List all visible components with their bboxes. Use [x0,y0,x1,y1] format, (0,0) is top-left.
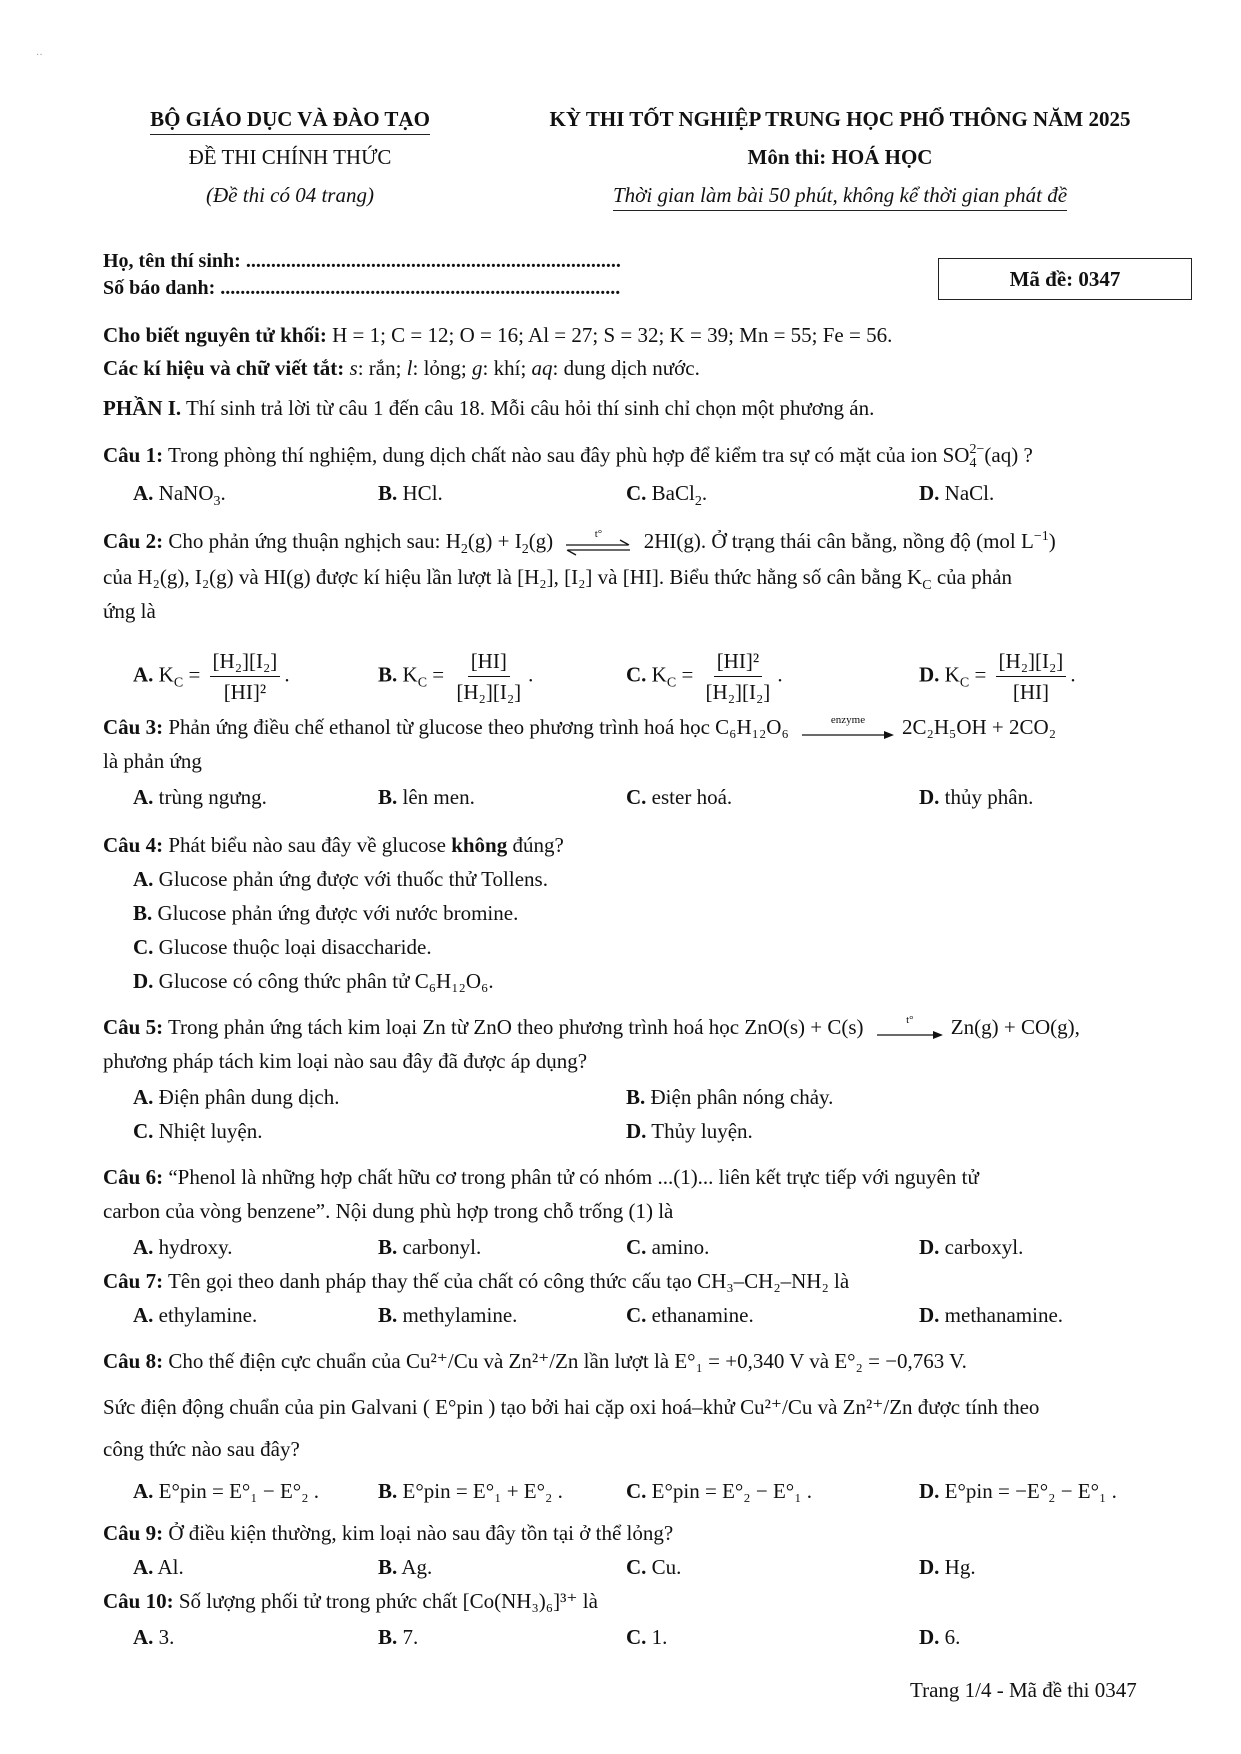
candidate-info [103,248,621,302]
q1-b-text: HCl. [402,481,443,505]
kc-sub: C [666,675,677,691]
q5-c-text: Nhiệt luyện. [158,1119,263,1143]
q8-b-text: E°pin = E°₁ + E°₂ . [402,1479,563,1503]
exam-title: KỲ THI TỐT NGHIỆP TRUNG HỌC PHỔ THÔNG NĂM 2025 [549,107,1131,131]
option-letter: B. [378,1303,398,1327]
option-letter: C. [626,785,647,809]
q9-option-d[interactable] [919,1552,976,1582]
q2-c-fraction [703,648,774,705]
q9-option-c[interactable] [626,1552,681,1582]
q2-c-den: [H₂][I₂] [705,680,771,704]
duration: Thời gian làm bài 50 phút, không kể thời gian phát đề [613,182,1067,211]
option-letter: B. [378,1479,398,1503]
q7-option-b[interactable] [378,1300,517,1330]
q5-option-a[interactable] [133,1082,339,1112]
q10-a-text: 3. [158,1625,175,1649]
q2-a-den: [HI]² [223,680,267,704]
q9-a-text: Al. [157,1555,184,1579]
q2-text4: 2HI(g). Ở trạng thái cân bằng, nồng độ (mol L [643,529,1034,553]
q3-b-text: lên men. [402,785,475,809]
option-letter: C. [626,1235,647,1259]
option-letter: D. [919,1479,940,1503]
q9-b-text: Ag. [401,1555,433,1579]
q2-arrow-label: t° [594,528,603,541]
option-letter: C. [626,1303,647,1327]
q10-label: Câu 10: [103,1589,174,1613]
symbols-label: Các kí hiệu và chữ viết tắt: [103,356,345,380]
q6-option-b[interactable] [378,1232,481,1262]
q7-option-d[interactable] [919,1300,1063,1330]
option-letter: B. [378,785,398,809]
header-right [500,100,1180,214]
ministry-name: BỘ GIÁO DỤC VÀ ĐÀO TẠO [150,106,430,135]
symbol-l: l [406,356,413,380]
q4-label: Câu 4: [103,833,164,857]
q8-label: Câu 8: [103,1349,164,1373]
kc-sub: C [417,675,428,691]
option-letter: C. [626,1555,647,1579]
option-letter: B. [626,1085,646,1109]
reaction-arrow [875,1014,945,1038]
q3-option-a[interactable] [133,782,267,812]
question-2: Câu 2: Cho phản ứng thuận nghịch sau: $H_2(g) + I_2(g)$ t° 2HI(g). Ở trạng thái cân bằng, nồng độ (mol $L^{-1}$) [103,528,1056,558]
atomic-mass-line [103,320,1203,350]
kc-symbol: K [944,662,960,687]
q5-label: Câu 5: [103,1015,164,1039]
q7-b-text: methylamine. [402,1303,518,1327]
symbol-aq-desc: : dung dịch nước. [552,356,700,380]
q5-option-d[interactable] [626,1116,753,1146]
option-letter: A. [133,1085,154,1109]
option-letter: A. [133,1625,154,1649]
q1-option-d[interactable] [919,478,994,508]
q1-text: Trong phòng thí nghiệm, dung dịch chất nào sau đây phù hợp để kiểm tra sự có mặt của ion SO [167,443,970,467]
option-letter: B. [133,901,153,925]
q7-a-text: ethylamine. [158,1303,258,1327]
symbol-s: s [349,356,358,380]
q6-label: Câu 6: [103,1165,164,1189]
q2-a-num: [H₂][I₂] [210,648,281,677]
q5-product: Zn(g) + CO(g), [950,1015,1080,1039]
exam-code-box [938,258,1192,300]
q1-c-end: . [701,481,708,505]
symbol-g-desc: : khí; [482,356,532,380]
q6-option-a[interactable] [133,1232,233,1262]
q2-line2 [103,562,1203,592]
header-left [110,100,470,214]
q5-option-b[interactable] [626,1082,833,1112]
option-letter: A. [133,662,154,687]
option-letter: A. [133,785,154,809]
q10-d-text: 6. [944,1625,961,1649]
q3-product: 2C₂H₅OH + 2CO₂ [902,715,1057,739]
q2-option-a[interactable]: A. $K_C$ = $\frac{\text{[H₂][I₂]}}{\text{[HI]²}}$ . [133,649,290,704]
q2-line2-text: của H₂(g), I₂(g) và HI(g) được kí hiệu lần lượt là [H₂], [I₂] và [HI]. Biểu thức hằng số cân bằng K [103,565,923,589]
q2-option-b[interactable]: B. $K_C$ = $\frac{[HI]}{\text{[H₂][I₂]}}$ . [378,649,534,704]
q6-c-text: amino. [651,1235,710,1259]
q6-d-text: carboxyl. [944,1235,1024,1259]
q4-bold: không [451,833,508,857]
q10-option-c[interactable] [626,1622,667,1652]
q1-option-c[interactable] [626,478,707,508]
q9-d-text: Hg. [944,1555,976,1579]
option-letter: A. [133,1555,154,1579]
option-letter: D. [626,1119,647,1143]
option-letter: B. [378,1625,398,1649]
equilibrium-arrow [564,528,632,552]
symbol-aq: aq [531,356,553,380]
q3-d-text: thủy phân. [944,785,1034,809]
q2-option-c[interactable]: C. $K_C$ = $\frac{\text{[HI]²}}{\text{[H₂][I₂]}}$ . [626,649,783,704]
q1-option-b[interactable] [378,478,443,508]
question-10 [103,1586,1203,1616]
question-4 [103,830,1203,860]
q4-option-c[interactable] [133,932,1233,962]
q9-option-a[interactable] [133,1552,184,1582]
q5-a-text: Điện phân dung dịch. [158,1085,340,1109]
q2-options [133,648,1233,718]
q8-option-a[interactable] [133,1476,319,1506]
q10-option-b[interactable] [378,1622,418,1652]
q4-text1: Phát biểu nào sau đây về glucose [168,833,452,857]
q3-option-b[interactable] [378,782,475,812]
q2-b-num: [HI] [468,648,510,677]
q1-c-text: BaCl [651,481,695,505]
option-letter: B. [378,662,398,687]
option-letter: A. [133,1235,154,1259]
q1-tail: (aq) ? [984,443,1033,467]
q1-a-end: . [220,481,226,505]
q1-d-text: NaCl. [944,481,995,505]
q8-option-d[interactable] [919,1476,1117,1506]
q4-c-text: Glucose thuộc loại disaccharide. [158,935,432,959]
q10-text: Số lượng phối tử trong phức chất [Co(NH₃)₆]³⁺ là [178,1589,598,1613]
q3-option-d[interactable] [919,782,1033,812]
q2-d-num: [H₂][I₂] [996,648,1067,677]
q2-text3: (g) [528,529,554,553]
q2-a-fraction [210,648,281,705]
option-letter: C. [626,662,647,687]
option-letter: D. [919,1235,940,1259]
q7-option-a[interactable] [133,1300,257,1330]
q4-text2: đúng? [507,833,564,857]
q1-a-sub: 3 [213,494,221,510]
q2-line2-end: của phản [931,565,1013,589]
question-9 [103,1518,1203,1548]
q10-option-d[interactable] [919,1622,960,1652]
q2-d-fraction [996,648,1067,705]
q3-option-c[interactable] [626,782,732,812]
option-letter: D. [919,481,940,505]
q3-line2: là phản ứng [103,749,202,773]
reaction-arrow [800,714,896,738]
part1-text: Thí sinh trả lời từ câu 1 đến câu 18. Mỗi câu hỏi thí sinh chỉ chọn một phương án. [186,396,875,420]
q2-option-d[interactable]: D. $K_C$ = $\frac{\text{[H₂][I₂]}}{[HI]}$ . [919,649,1076,704]
q8-option-c[interactable] [626,1476,812,1506]
q6-a-text: hydroxy. [158,1235,233,1259]
q9-text: Ở điều kiện thường, kim loại nào sau đây tồn tại ở thể lỏng? [168,1521,674,1545]
q9-label: Câu 9: [103,1521,164,1545]
symbol-g: g [472,356,483,380]
question-3 [103,712,1203,742]
exam-code: Mã đề: 0347 [1009,266,1121,291]
option-letter: D. [919,1555,940,1579]
q1-c-sub: 2 [694,494,702,510]
q2-sup: −1 [1033,529,1049,544]
q5-arrow-label: t° [906,1014,914,1027]
page-footer: Trang 1/4 - Mã đề thi 0347 [910,1678,1137,1702]
q3-c-text: ester hoá. [651,785,733,809]
option-letter: D. [919,662,940,687]
subject: Môn thi: HOÁ HỌC [747,145,933,169]
option-letter: D. [919,785,940,809]
question-7 [103,1266,1203,1296]
q4-d-text: Glucose có công thức phân tử C₆H₁₂O₆. [158,969,494,993]
q1-a-text: NaNO [158,481,214,505]
symbols-line [103,353,1203,383]
q6-line2: carbon của vòng benzene”. Nội dung phù hợp trong chỗ trống (1) là [103,1199,674,1223]
question-8 [103,1346,1203,1376]
q2-text1: Cho phản ứng thuận nghịch sau: H [168,529,461,553]
option-letter: C. [133,1119,154,1143]
option-letter: A. [133,867,154,891]
q4-a-text: Glucose phản ứng được với thuốc thử Tollens. [158,867,548,891]
option-letter: B. [378,1555,398,1579]
q7-label: Câu 7: [103,1269,164,1293]
question-6 [103,1162,1203,1192]
q8-line2: Sức điện động chuẩn của pin Galvani ( E°pin ) tạo bởi hai cặp oxi hoá–khử Cu²⁺/Cu và Zn²⁺/Zn được tính theo [103,1395,1040,1419]
q2-line2-sub: C [922,578,932,594]
atomic-mass-values: H = 1; C = 12; O = 16; Al = 27; S = 32; K = 39; Mn = 55; Fe = 56. [332,323,893,347]
q8-option-b[interactable] [378,1476,563,1506]
option-letter: B. [378,1235,398,1259]
q7-text: Tên gọi theo danh pháp thay thế của chất có công thức cấu tạo CH₃–CH₂–NH₂ là [167,1269,850,1293]
q4-option-d[interactable] [133,966,1233,996]
option-letter: C. [626,481,647,505]
pages-note: (Đề thi có 04 trang) [206,183,374,207]
q3-a-text: trùng ngưng. [158,785,267,809]
q8-a-text: E°pin = E°₁ − E°₂ . [158,1479,320,1503]
part1-label: PHẦN I. [103,396,182,420]
kc-symbol: K [158,662,174,687]
q2-c-num: [HI]² [714,648,762,677]
q2-label: Câu 2: [103,529,164,553]
q1-sub: 4 [969,456,977,472]
option-letter: A. [133,1303,154,1327]
q10-option-a[interactable] [133,1622,174,1652]
official-label: ĐỀ THI CHÍNH THỨC [188,145,392,169]
id-dots: ................................................................................ [220,277,621,299]
q8-c-text: E°pin = E°₂ − E°₁ . [651,1479,813,1503]
q1-sup: 2− [969,442,985,458]
q7-option-c[interactable] [626,1300,754,1330]
q7-d-text: methanamine. [944,1303,1064,1327]
q8-d-text: E°pin = −E°₂ − E°₁ . [944,1479,1117,1503]
option-letter: B. [378,481,398,505]
q4-option-a[interactable] [133,864,1233,894]
question-5 [103,1012,1203,1042]
q6-option-d[interactable] [919,1232,1023,1262]
q2-line3: ứng là [103,599,156,623]
kc-sub: C [959,675,970,691]
q9-option-b[interactable] [378,1552,432,1582]
kc-symbol: K [402,662,418,687]
symbol-s-desc: : rắn; [357,356,407,380]
option-letter: C. [626,1625,647,1649]
option-letter: A. [133,1479,154,1503]
kc-sub: C [173,675,184,691]
q10-c-text: 1. [651,1625,668,1649]
kc-symbol: K [651,662,667,687]
q2-b-fraction [453,648,524,705]
q3-text: Phản ứng điều chế ethanol từ glucose theo phương trình hoá học C₆H₁₂O₆ [168,715,789,739]
q5-option-c[interactable] [133,1116,262,1146]
q2-d-den: [HI] [1012,680,1049,704]
q3-arrow-label: enzyme [830,714,866,727]
q1-label: Câu 1: [103,443,164,467]
q8-text: Cho thế điện cực chuẩn của Cu²⁺/Cu và Zn²⁺/Zn lần lượt là E°₁ = +0,340 V và E°₂ = −0,763 V. [168,1349,967,1373]
q10-b-text: 7. [402,1625,419,1649]
q5-b-text: Điện phân nóng chảy. [650,1085,834,1109]
q2-text5: ) [1048,529,1056,553]
scan-mark: ·· [36,50,43,61]
q4-option-b[interactable] [133,898,1233,928]
q2-text2: (g) + I [467,529,522,553]
option-letter: D. [133,969,154,993]
option-letter: A. [133,481,154,505]
q1-option-a[interactable] [133,478,226,508]
option-letter: D. [919,1625,940,1649]
name-label: Họ, tên thí sinh: [103,250,241,272]
atomic-mass-label: Cho biết nguyên tử khối: [103,323,327,347]
q4-b-text: Glucose phản ứng được với nước bromine. [157,901,519,925]
option-letter: C. [626,1479,647,1503]
option-letter: C. [133,935,154,959]
q5-d-text: Thủy luyện. [651,1119,753,1143]
q8-line3: công thức nào sau đây? [103,1437,300,1461]
q6-text: “Phenol là những hợp chất hữu cơ trong phân tử có nhóm ...(1)... liên kết trực tiếp với nguyên tử [168,1165,979,1189]
question-1 [103,440,1203,471]
q5-text: Trong phản ứng tách kim loại Zn từ ZnO theo phương trình hoá học ZnO(s) + C(s) [167,1015,864,1039]
q3-label: Câu 3: [103,715,164,739]
id-label: Số báo danh: [103,277,216,299]
symbol-l-desc: : lỏng; [412,356,473,380]
part1-instruction [103,393,1203,423]
q6-b-text: carbonyl. [402,1235,482,1259]
q5-line2: phương pháp tách kim loại nào sau đây đã được áp dụng? [103,1049,588,1073]
name-dots: ........................................................................... [245,250,621,272]
q6-option-c[interactable] [626,1232,709,1262]
q9-c-text: Cu. [651,1555,682,1579]
q7-c-text: ethanamine. [651,1303,754,1327]
q2-b-den: [H₂][I₂] [456,680,522,704]
option-letter: D. [919,1303,940,1327]
